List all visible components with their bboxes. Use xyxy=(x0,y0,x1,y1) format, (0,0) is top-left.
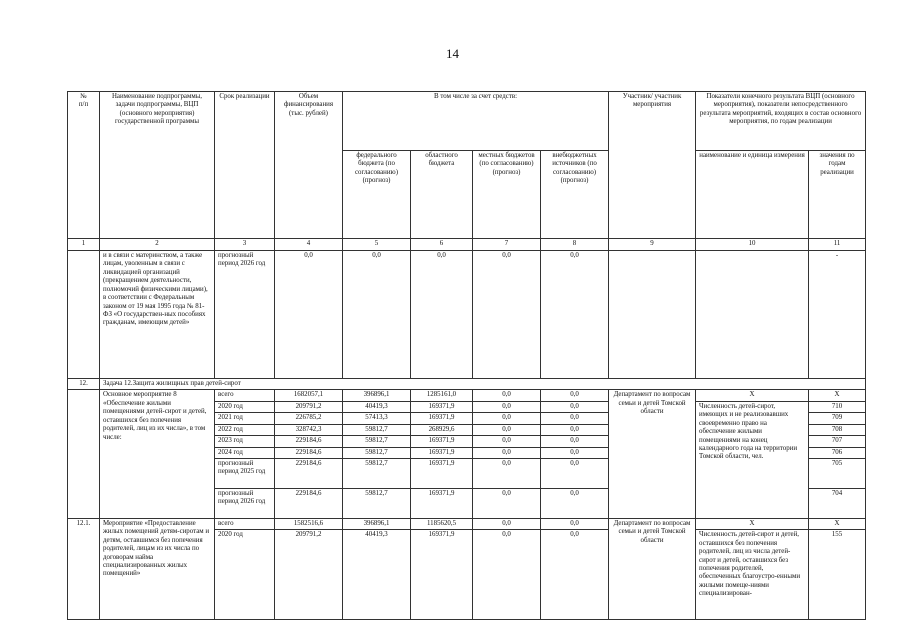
measure-8-volume: 1682057,1 xyxy=(275,390,343,401)
col-number: 6 xyxy=(411,239,473,251)
measure-8-value: 707 xyxy=(809,436,866,447)
measure-8-volume: 229184,6 xyxy=(275,447,343,458)
header-extra: внебюджетных источников (по согласованию) (прогноз) xyxy=(541,151,609,239)
measure-8-local: 0,0 xyxy=(473,390,541,401)
measure-8-regional: 169371,9 xyxy=(411,458,473,488)
measure-8-extra: 0,0 xyxy=(541,424,609,435)
measure-8-extra: 0,0 xyxy=(541,390,609,401)
measure-8-regional: 1285161,0 xyxy=(411,390,473,401)
measure-8-local: 0,0 xyxy=(473,458,541,488)
event-12-1-indicator: Численность детей-сирот и детей, оставшихся без попечения родителей, лиц из числа детей-сирот и детей, оставшихся без попечения родителей, обеспеченных благоустро-енными жилыми помеще-ниями специализирован- xyxy=(696,530,809,620)
header-term: Срок реализации xyxy=(215,92,275,239)
header-local: местных бюджетов (по согласованию) (прогноз) xyxy=(473,151,541,239)
col-number: 1 xyxy=(68,239,100,251)
event-12-1-federal: 396896,1 xyxy=(343,518,411,529)
header-regional: областного бюджета xyxy=(411,151,473,239)
measure-8-term: прогнозный период 2026 год xyxy=(215,488,275,518)
measure-8-local: 0,0 xyxy=(473,436,541,447)
col-number: 2 xyxy=(100,239,215,251)
col-number: 9 xyxy=(609,239,696,251)
event-12-1-volume: 1582516,6 xyxy=(275,518,343,529)
measure-8-regional: 169371,9 xyxy=(411,413,473,424)
event-12-1-extra: 0,0 xyxy=(541,518,609,529)
measure-8-local: 0,0 xyxy=(473,488,541,518)
measure-8-indicator-x: Х xyxy=(696,390,809,401)
measure-8-volume: 229184,6 xyxy=(275,458,343,488)
header-indicators-group: Показатели конечного результата ВЦП (основного мероприятия), показатели непосредственного результата мероприятий, входящих в состав основного мероприятия, по годам реализации xyxy=(696,92,866,151)
measure-8-local: 0,0 xyxy=(473,413,541,424)
measure-8-federal: 59812,7 xyxy=(343,458,411,488)
event-12-1-name: Мероприятие «Предоставление жилых помещений детям-сиротам и детям, оставшимся без попечения родителей, лицам из их числа по договорам найма специализированных жилых помещений» xyxy=(100,518,215,619)
col-number: 10 xyxy=(696,239,809,251)
header-row-1 xyxy=(68,92,866,151)
measure-8-term: 2020 год xyxy=(215,401,275,412)
event-12-1-extra: 0,0 xyxy=(541,530,609,620)
cont-local: 0,0 xyxy=(473,251,541,379)
measure-8-extra: 0,0 xyxy=(541,413,609,424)
measure-8-volume: 229184,6 xyxy=(275,488,343,518)
event-12-1-row-total xyxy=(68,518,866,529)
event-12-1-term: 2020 год xyxy=(215,530,275,620)
header-sources-group: В том числе за счет средств: xyxy=(343,92,609,151)
measure-8-term: 2022 год xyxy=(215,424,275,435)
measure-8-federal: 59812,7 xyxy=(343,424,411,435)
measure-8-term: 2024 год xyxy=(215,447,275,458)
event-12-1-federal: 40419,3 xyxy=(343,530,411,620)
measure-8-regional: 169371,9 xyxy=(411,488,473,518)
cont-term: прогнозный период 2026 год xyxy=(215,251,275,379)
cont-federal: 0,0 xyxy=(343,251,411,379)
measure-8-term: всего xyxy=(215,390,275,401)
measure-8-federal: 59812,7 xyxy=(343,436,411,447)
measure-8-federal: 57413,3 xyxy=(343,413,411,424)
header-federal: федерального бюджета (по согласованию) (прогноз) xyxy=(343,151,411,239)
measure-8-extra: 0,0 xyxy=(541,488,609,518)
col-number: 11 xyxy=(809,239,866,251)
measure-8-name: Основное мероприятие 8 «Обеспечение жилыми помещениями детей-сирот и детей, оставшихся без попечения родителей, лиц из их числа», в том числе: xyxy=(100,390,215,519)
task-12-num: 12. xyxy=(68,379,100,390)
header-indicator-name: наименование и единица измерения xyxy=(696,151,809,239)
measure-8-value: 705 xyxy=(809,458,866,488)
measure-8-volume: 229184,6 xyxy=(275,436,343,447)
header-volume: Объем финансирования (тыс. рублей) xyxy=(275,92,343,239)
measure-8-extra: 0,0 xyxy=(541,436,609,447)
measure-8-term: 2021 год xyxy=(215,413,275,424)
measure-8-local: 0,0 xyxy=(473,447,541,458)
cont-name: и в связи с материнством, а также лицам, уволенным в связи с ликвидацией организаций (прекращением деятельности, полномочий физическими лицами), в соответствии с Федеральным законом от 19 мая 1995 года № 81-ФЗ «О государствен-ных пособиях гражданам, имеющим детей» xyxy=(100,251,215,379)
measure-8-federal: 396896,1 xyxy=(343,390,411,401)
measure-8-extra: 0,0 xyxy=(541,401,609,412)
cont-volume: 0,0 xyxy=(275,251,343,379)
event-12-1-indicator-x: Х xyxy=(696,518,809,529)
measure-8-local: 0,0 xyxy=(473,424,541,435)
cont-regional: 0,0 xyxy=(411,251,473,379)
continuation-row xyxy=(68,251,866,379)
cont-num xyxy=(68,251,100,379)
col-number: 8 xyxy=(541,239,609,251)
page-number: 14 xyxy=(446,46,459,61)
measure-8-term: прогнозный период 2025 год xyxy=(215,458,275,488)
col-number: 4 xyxy=(275,239,343,251)
measure-8-value: 709 xyxy=(809,413,866,424)
cont-extra: 0,0 xyxy=(541,251,609,379)
measure-8-regional: 169371,9 xyxy=(411,436,473,447)
measure-8-federal: 40419,3 xyxy=(343,401,411,412)
event-12-1-volume: 209791,2 xyxy=(275,530,343,620)
header-indicator-value: значения по годам реализации xyxy=(809,151,866,239)
event-12-1-num: 12.1. xyxy=(68,518,100,619)
event-12-1-value: 155 xyxy=(809,530,866,620)
col-number: 3 xyxy=(215,239,275,251)
cont-participant xyxy=(609,251,696,379)
measure-8-federal: 59812,7 xyxy=(343,447,411,458)
measure-8-value: 710 xyxy=(809,401,866,412)
header-name: Наименование подпрограммы, задачи подпрограммы, ВЦП (основного мероприятия) государственной программы xyxy=(100,92,215,239)
measure-8-volume: 226785,2 xyxy=(275,413,343,424)
measure-8-regional: 169371,9 xyxy=(411,447,473,458)
event-12-1-local: 0,0 xyxy=(473,530,541,620)
measure-8-extra: 0,0 xyxy=(541,447,609,458)
measure-8-value: 706 xyxy=(809,447,866,458)
measure-8-volume: 209791,2 xyxy=(275,401,343,412)
event-12-1-value: Х xyxy=(809,518,866,529)
measure-8-regional: 169371,9 xyxy=(411,401,473,412)
col-number: 7 xyxy=(473,239,541,251)
event-12-1-regional: 169371,9 xyxy=(411,530,473,620)
measure-8-regional: 268929,6 xyxy=(411,424,473,435)
col-number: 5 xyxy=(343,239,411,251)
event-12-1-local: 0,0 xyxy=(473,518,541,529)
measure-8-participant: Департамент по вопросам семьи и детей Томской области xyxy=(609,390,696,519)
measure-8-federal: 59812,7 xyxy=(343,488,411,518)
cont-indicator xyxy=(696,251,809,379)
measure-8-value: 708 xyxy=(809,424,866,435)
event-12-1-regional: 1185620,5 xyxy=(411,518,473,529)
measure-8-row-total xyxy=(68,390,866,401)
measure-8-term: 2023 год xyxy=(215,436,275,447)
program-table xyxy=(67,91,866,620)
column-number-row xyxy=(68,239,866,251)
measure-8-local: 0,0 xyxy=(473,401,541,412)
measure-8-value: Х xyxy=(809,390,866,401)
cont-value: - xyxy=(809,251,866,379)
task-12-row xyxy=(68,379,866,390)
header-num: № п/п xyxy=(68,92,100,239)
measure-8-num xyxy=(68,390,100,519)
measure-8-indicator: Численность детей-сирот, имеющих и не реализовавших своевременно право на обеспечение жилыми помещениями на конец календарного года на территории Томской области, чел. xyxy=(696,401,809,518)
measure-8-extra: 0,0 xyxy=(541,458,609,488)
task-12-title: Задача 12.Защита жилищных прав детей-сирот xyxy=(100,379,866,390)
event-12-1-participant: Департамент по вопросам семьи и детей Томской области xyxy=(609,518,696,619)
measure-8-value: 704 xyxy=(809,488,866,518)
header-participant: Участник/ участник мероприятия xyxy=(609,92,696,239)
measure-8-volume: 328742,3 xyxy=(275,424,343,435)
event-12-1-term: всего xyxy=(215,518,275,529)
